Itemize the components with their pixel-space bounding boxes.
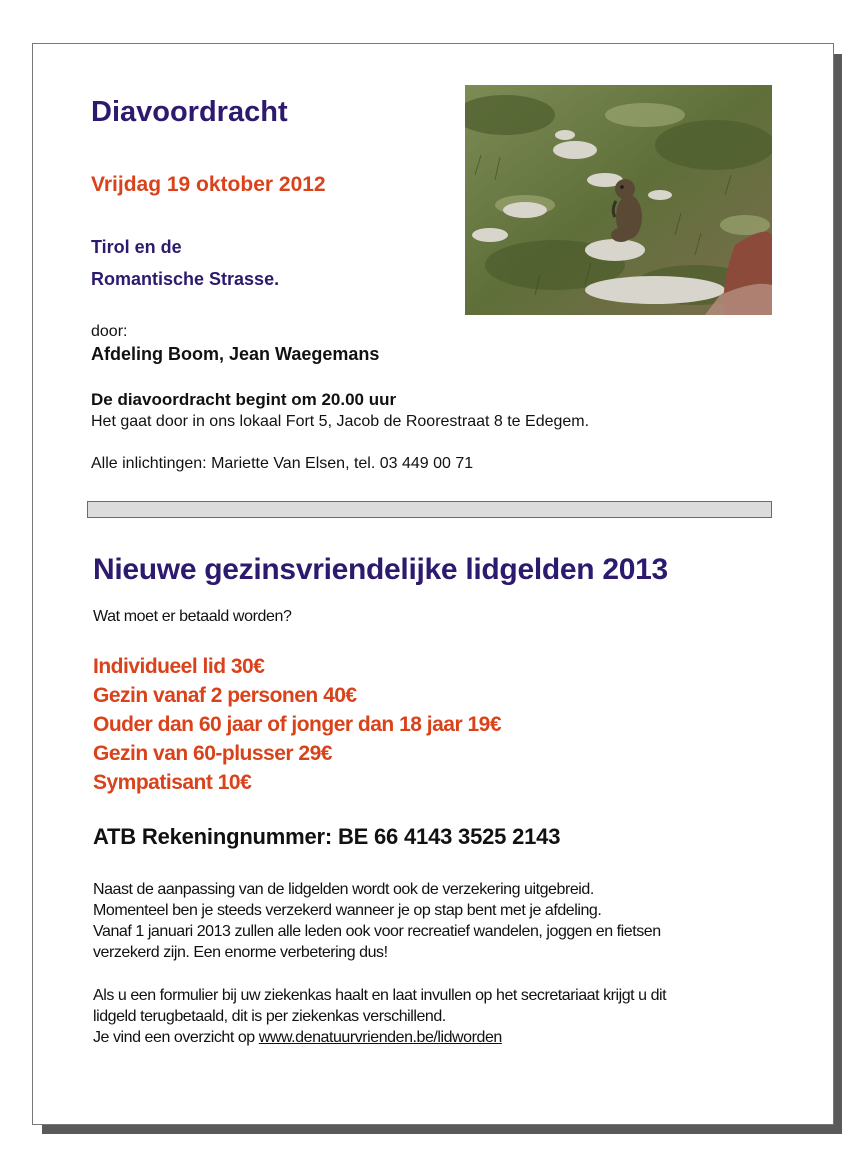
lecture-title: Diavoordracht (91, 96, 288, 128)
insurance-paragraph (93, 879, 661, 963)
paragraph-line: Als u een formulier bij uw ziekenkas haalt en laat invullen op het secretariaat krijgt u dit (93, 987, 667, 1004)
account-number: ATB Rekeningnummer: BE 66 4143 3525 2143 (93, 824, 561, 849)
paragraph-line: Momenteel ben je steeds verzekerd wanneer je op stap bent met je afdeling. (93, 902, 602, 919)
overview-line (93, 1027, 666, 1048)
fee-item: Gezin van 60-plusser 29€ (93, 742, 332, 765)
fee-item: Individueel lid 30€ (93, 655, 265, 678)
lidworden-link[interactable]: www.denatuurvrienden.be/lidworden (258, 1029, 502, 1046)
lecture-subject (91, 231, 451, 295)
fee-item: Sympatisant 10€ (93, 771, 252, 794)
subject-line-2: Romantische Strasse. (91, 269, 280, 289)
flyer-page (32, 43, 834, 1125)
speaker-name: Afdeling Boom, Jean Waegemans (91, 344, 380, 364)
contact-info: Alle inlichtingen: Mariette Van Elsen, tel. 03 449 00 71 (91, 455, 474, 472)
fees-question: Wat moet er betaald worden? (93, 608, 292, 625)
fee-item: Ouder dan 60 jaar of jonger dan 18 jaar 19€ (93, 713, 501, 736)
paragraph-line: lidgeld terugbetaald, dit is per ziekenkas verschillend. (93, 1008, 446, 1025)
start-time: De diavoordracht begint om 20.00 uur (91, 390, 397, 409)
fee-item: Gezin vanaf 2 personen 40€ (93, 684, 357, 707)
section-divider (87, 501, 772, 518)
fees-title: Nieuwe gezinsvriendelijke lidgelden 2013 (93, 553, 668, 586)
paragraph-line: Naast de aanpassing van de lidgelden wordt ook de verzekering uitgebreid. (93, 881, 594, 898)
location-text: Het gaat door in ons lokaal Fort 5, Jacob de Roorestraat 8 te Edegem. (91, 413, 590, 430)
paragraph-line: Vanaf 1 januari 2013 zullen alle leden ook voor recreatief wandelen, joggen en fietsen (93, 923, 661, 940)
marmot-photo-image (465, 85, 772, 315)
refund-paragraph (93, 985, 666, 1048)
lecture-date: Vrijdag 19 oktober 2012 (91, 173, 326, 196)
subject-line-1: Tirol en de (91, 237, 182, 257)
fee-list (93, 652, 501, 797)
marmot-photo (465, 85, 772, 315)
by-label: door: (91, 323, 128, 340)
paragraph-line: verzekerd zijn. Een enorme verbetering dus! (93, 944, 388, 961)
overview-prefix: Je vind een overzicht op (93, 1029, 259, 1046)
